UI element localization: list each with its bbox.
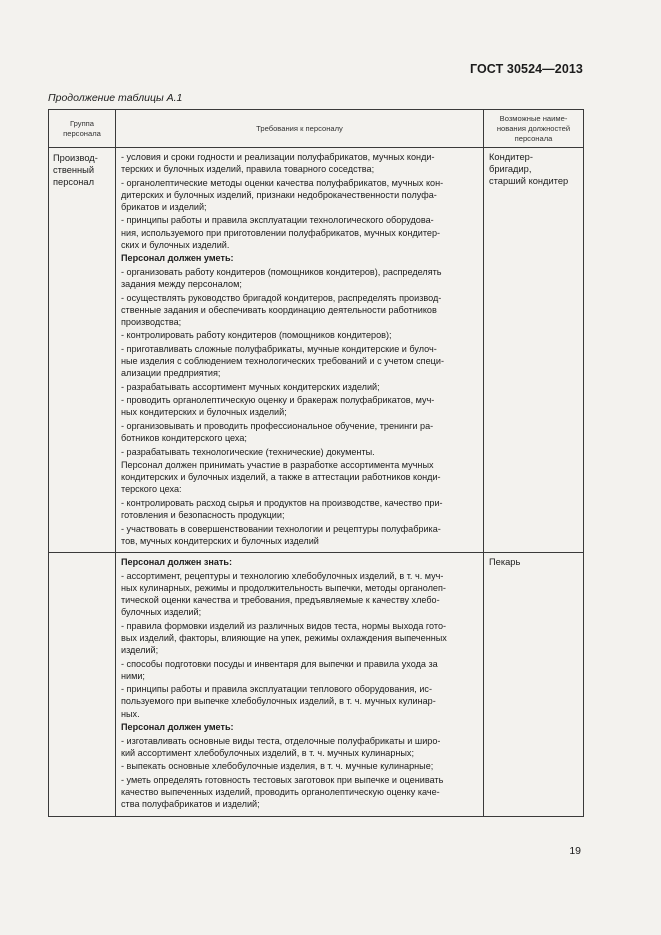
requirement-line: тической оценки качества и требования, предъявляемые к качеству хлебо- [121, 595, 440, 606]
requirement-line: ализации предприятия; [121, 368, 221, 379]
page-number: 19 [569, 845, 581, 857]
requirement-line: производства; [121, 316, 182, 327]
header-requirements: Требования к персоналу [116, 110, 484, 148]
requirement-line: - условия и сроки годности и реализации полуфабрикатов, мучных конди- [121, 152, 435, 162]
requirement-line: тов, мучных кондитерских и булочных изделий [121, 535, 319, 546]
requirement-item [121, 214, 479, 250]
requirement-line: брикатов и изделий; [121, 201, 207, 212]
requirement-line: - осуществлять руководство бригадой кондитеров, распределять производ- [121, 292, 442, 303]
requirement-line: - организовывать и проводить профессиональное обучение, тренинги ра- [121, 420, 434, 431]
group-cell [49, 553, 116, 816]
requirement-line: ных кулинарных, режимы и продолжительность выпечки, методы органолеп- [121, 583, 446, 594]
requirement-line: - уметь определять готовность тестовых заготовок при выпечке и оценивать [121, 775, 444, 785]
requirement-line: - участвовать в совершенствовании технологии и рецептуры полуфабрика- [121, 523, 441, 534]
requirement-item [121, 497, 479, 521]
requirement-line: ними; [121, 670, 145, 681]
requirement-item [121, 329, 479, 341]
requirement-item [121, 760, 479, 772]
requirement-line: ства полуфабрикатов и изделий; [121, 799, 260, 810]
requirement-item [121, 658, 479, 682]
requirement-line: - принципы работы и правила эксплуатации технологического оборудова- [121, 215, 434, 226]
position-name: Пекарь [489, 557, 521, 568]
requirement-line: кий ассортимент хлебобулочных изделий, в т. ч. мучных кулинарных; [121, 747, 415, 758]
position-name: Кондитер- [489, 152, 533, 162]
requirement-line: - выпекать основные хлебобулочные изделия, в т. ч. мучные кулинарные; [121, 761, 434, 772]
requirement-line: - организовать работу кондитеров (помощников кондитеров), распределять [121, 266, 442, 277]
requirement-line: задания между персоналом; [121, 278, 242, 289]
requirement-heading [121, 556, 479, 568]
requirement-line: - правила формовки изделий из различных видов теста, нормы выхода гото- [121, 620, 447, 631]
requirement-line: - изготавливать основные виды теста, отделочные полуфабрикаты и широ- [121, 735, 441, 746]
requirement-line: - принципы работы и правила эксплуатации теплового оборудования, ис- [121, 684, 432, 695]
requirement-item [121, 774, 479, 810]
requirement-line: ственные задания и обеспечивать координацию деятельности работников [121, 304, 437, 315]
requirement-line: - контролировать расход сырья и продуктов на производстве, качество при- [121, 498, 443, 509]
requirement-line: - разрабатывать ассортимент мучных кондитерских изделий; [121, 381, 380, 392]
requirements-table [48, 109, 584, 817]
requirement-item [121, 394, 479, 418]
requirement-line: терских и булочных изделий, правила товарного соседства; [121, 164, 375, 175]
positions-cell [484, 553, 584, 816]
requirement-line: - способы подготовки посуды и инвентаря для выпечки и правила ухода за [121, 658, 438, 669]
requirement-line: Персонал должен знать: [121, 557, 233, 568]
requirement-line: - ассортимент, рецептуры и технологию хлебобулочных изделий, в т. ч. муч- [121, 571, 444, 581]
requirements-cell [116, 553, 484, 816]
requirement-item [121, 620, 479, 656]
requirement-line: - разрабатывать технологические (технические) документы. [121, 446, 375, 457]
requirement-line: Персонал должен уметь: [121, 722, 234, 733]
table-row [49, 148, 584, 553]
requirement-item [121, 343, 479, 379]
requirement-line: дитерских и булочных изделий, признаки недоброкачественности полуфа- [121, 189, 437, 200]
requirement-item [121, 446, 479, 458]
document-code: ГОСТ 30524—2013 [469, 62, 583, 76]
requirement-line: ботников кондитерского цеха; [121, 433, 247, 444]
requirement-line: Персонал должен уметь: [121, 253, 234, 264]
requirement-item [121, 177, 479, 213]
requirement-line: - проводить органолептическую оценку и бракераж полуфабрикатов, муч- [121, 395, 435, 406]
header-group: Группа персонала [49, 110, 116, 148]
requirement-line: кондитерских и булочных изделий, а также в аттестации работников конди- [121, 472, 441, 483]
group-line: ственный [53, 165, 95, 176]
requirement-item [121, 570, 479, 618]
table-row [49, 553, 584, 816]
requirement-line: ных кондитерских и булочных изделий; [121, 407, 287, 418]
requirement-line: - контролировать работу кондитеров (помощников кондитеров); [121, 330, 392, 341]
requirement-item [121, 523, 479, 547]
group-cell [49, 148, 116, 553]
requirement-item [121, 735, 479, 759]
requirement-line: вых изделий, факторы, влияющие на упек, режимы охлаждения выпеченных [121, 632, 447, 643]
requirement-line: ных. [121, 708, 140, 719]
requirement-line: изделий; [121, 645, 159, 656]
requirement-item [121, 683, 479, 719]
requirement-heading [121, 721, 479, 733]
requirement-line: - органолептические методы оценки качества полуфабрикатов, мучных кон- [121, 177, 444, 188]
group-line: Производ- [53, 153, 98, 163]
position-name: старший кондитер [489, 176, 569, 187]
requirement-item [121, 381, 479, 393]
table-header-row [49, 110, 584, 148]
requirement-line: качество выпеченных изделий, проводить органолептическую оценку каче- [121, 787, 440, 798]
requirement-item [121, 266, 479, 290]
requirements-cell [116, 148, 484, 553]
requirement-item [121, 151, 479, 175]
position-name: бригадир, [489, 164, 532, 175]
requirement-item [121, 292, 479, 328]
positions-cell [484, 148, 584, 553]
requirement-item [121, 420, 479, 444]
requirement-heading [121, 252, 479, 264]
requirement-line: Персонал должен принимать участие в разработке ассортимента мучных [121, 460, 434, 471]
requirement-line: ния, используемого при приготовлении полуфабрикатов, мучных кондитер- [121, 227, 441, 238]
requirement-line: терского цеха: [121, 484, 182, 495]
requirement-item [121, 459, 479, 495]
requirement-line: - приготавливать сложные полуфабрикаты, мучные кондитерские и булоч- [121, 343, 437, 354]
requirement-line: ских и булочных изделий. [121, 239, 230, 250]
header-positions: Возможные наиме-нования должностей персонала [484, 110, 584, 148]
table-caption: Продолжение таблицы А.1 [48, 92, 183, 104]
requirement-line: готовления и безопасность продукции; [121, 510, 285, 521]
requirement-line: булочных изделий; [121, 607, 202, 618]
group-line: персонал [53, 177, 95, 188]
requirement-line: ные изделия с соблюдением технологических требований и с учетом специ- [121, 356, 444, 366]
requirement-line: пользуемого при выпечке хлебобулочных изделий, в т. ч. мучных кулинар- [121, 696, 436, 707]
